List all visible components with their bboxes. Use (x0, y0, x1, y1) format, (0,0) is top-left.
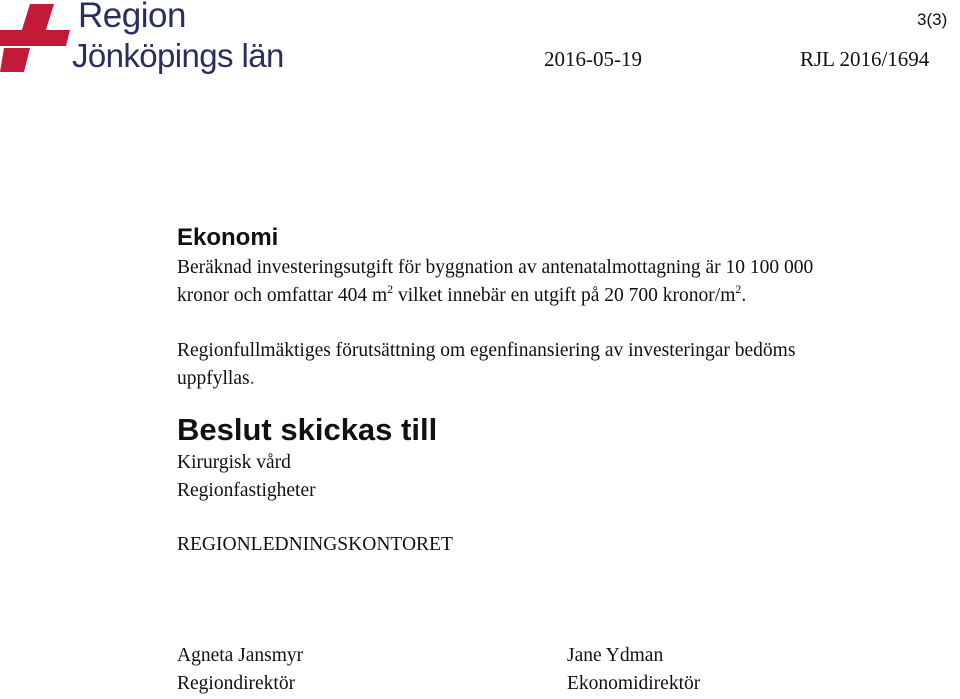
financing-text-line2 (177, 368, 254, 390)
document-date: 2016-05-19 (544, 47, 642, 71)
economy-text-line1: Beräknad investeringsutgift för byggnation av antenatalmottagning är 10 100 000 (177, 257, 814, 278)
financing-text-part: uppfyllas (177, 368, 250, 389)
region-logo (0, 0, 310, 80)
logo-text-county: Jönköpings län (72, 37, 284, 74)
signatory-name: Agneta Jansmyr (177, 645, 304, 666)
document-reference: RJL 2016/1694 (800, 47, 930, 71)
economy-heading: Ekonomi (177, 224, 279, 251)
recipient-item: Kirurgisk vård (177, 452, 291, 473)
office-name: REGIONLEDNINGSKONTORET (177, 534, 453, 555)
logo-text-region: Region (78, 0, 186, 35)
economy-text-end: . (741, 285, 747, 306)
recipient-item: Regionfastigheter (177, 480, 316, 501)
region-cross-icon (0, 0, 72, 74)
superscript-squared: 2 (387, 282, 394, 296)
signatory-name: Jane Ydman (567, 645, 664, 666)
decision-heading: Beslut skickas till (177, 412, 438, 447)
superscript-squared: 2 (735, 282, 742, 296)
signatory-title: Regiondirektör (177, 673, 296, 694)
financing-text-line1: Regionfullmäktiges förutsättning om egenfinansiering av investeringar bedöms (177, 340, 796, 361)
page-number: 3(3) (917, 10, 948, 29)
economy-text-line2 (177, 282, 747, 307)
signatory-title: Ekonomidirektör (567, 673, 701, 694)
economy-text-part2: vilket innebär en utgift på 20 700 kronor/m (393, 285, 736, 306)
financing-text-end: . (249, 368, 255, 389)
economy-text-part1: kronor och omfattar 404 m (177, 285, 388, 306)
